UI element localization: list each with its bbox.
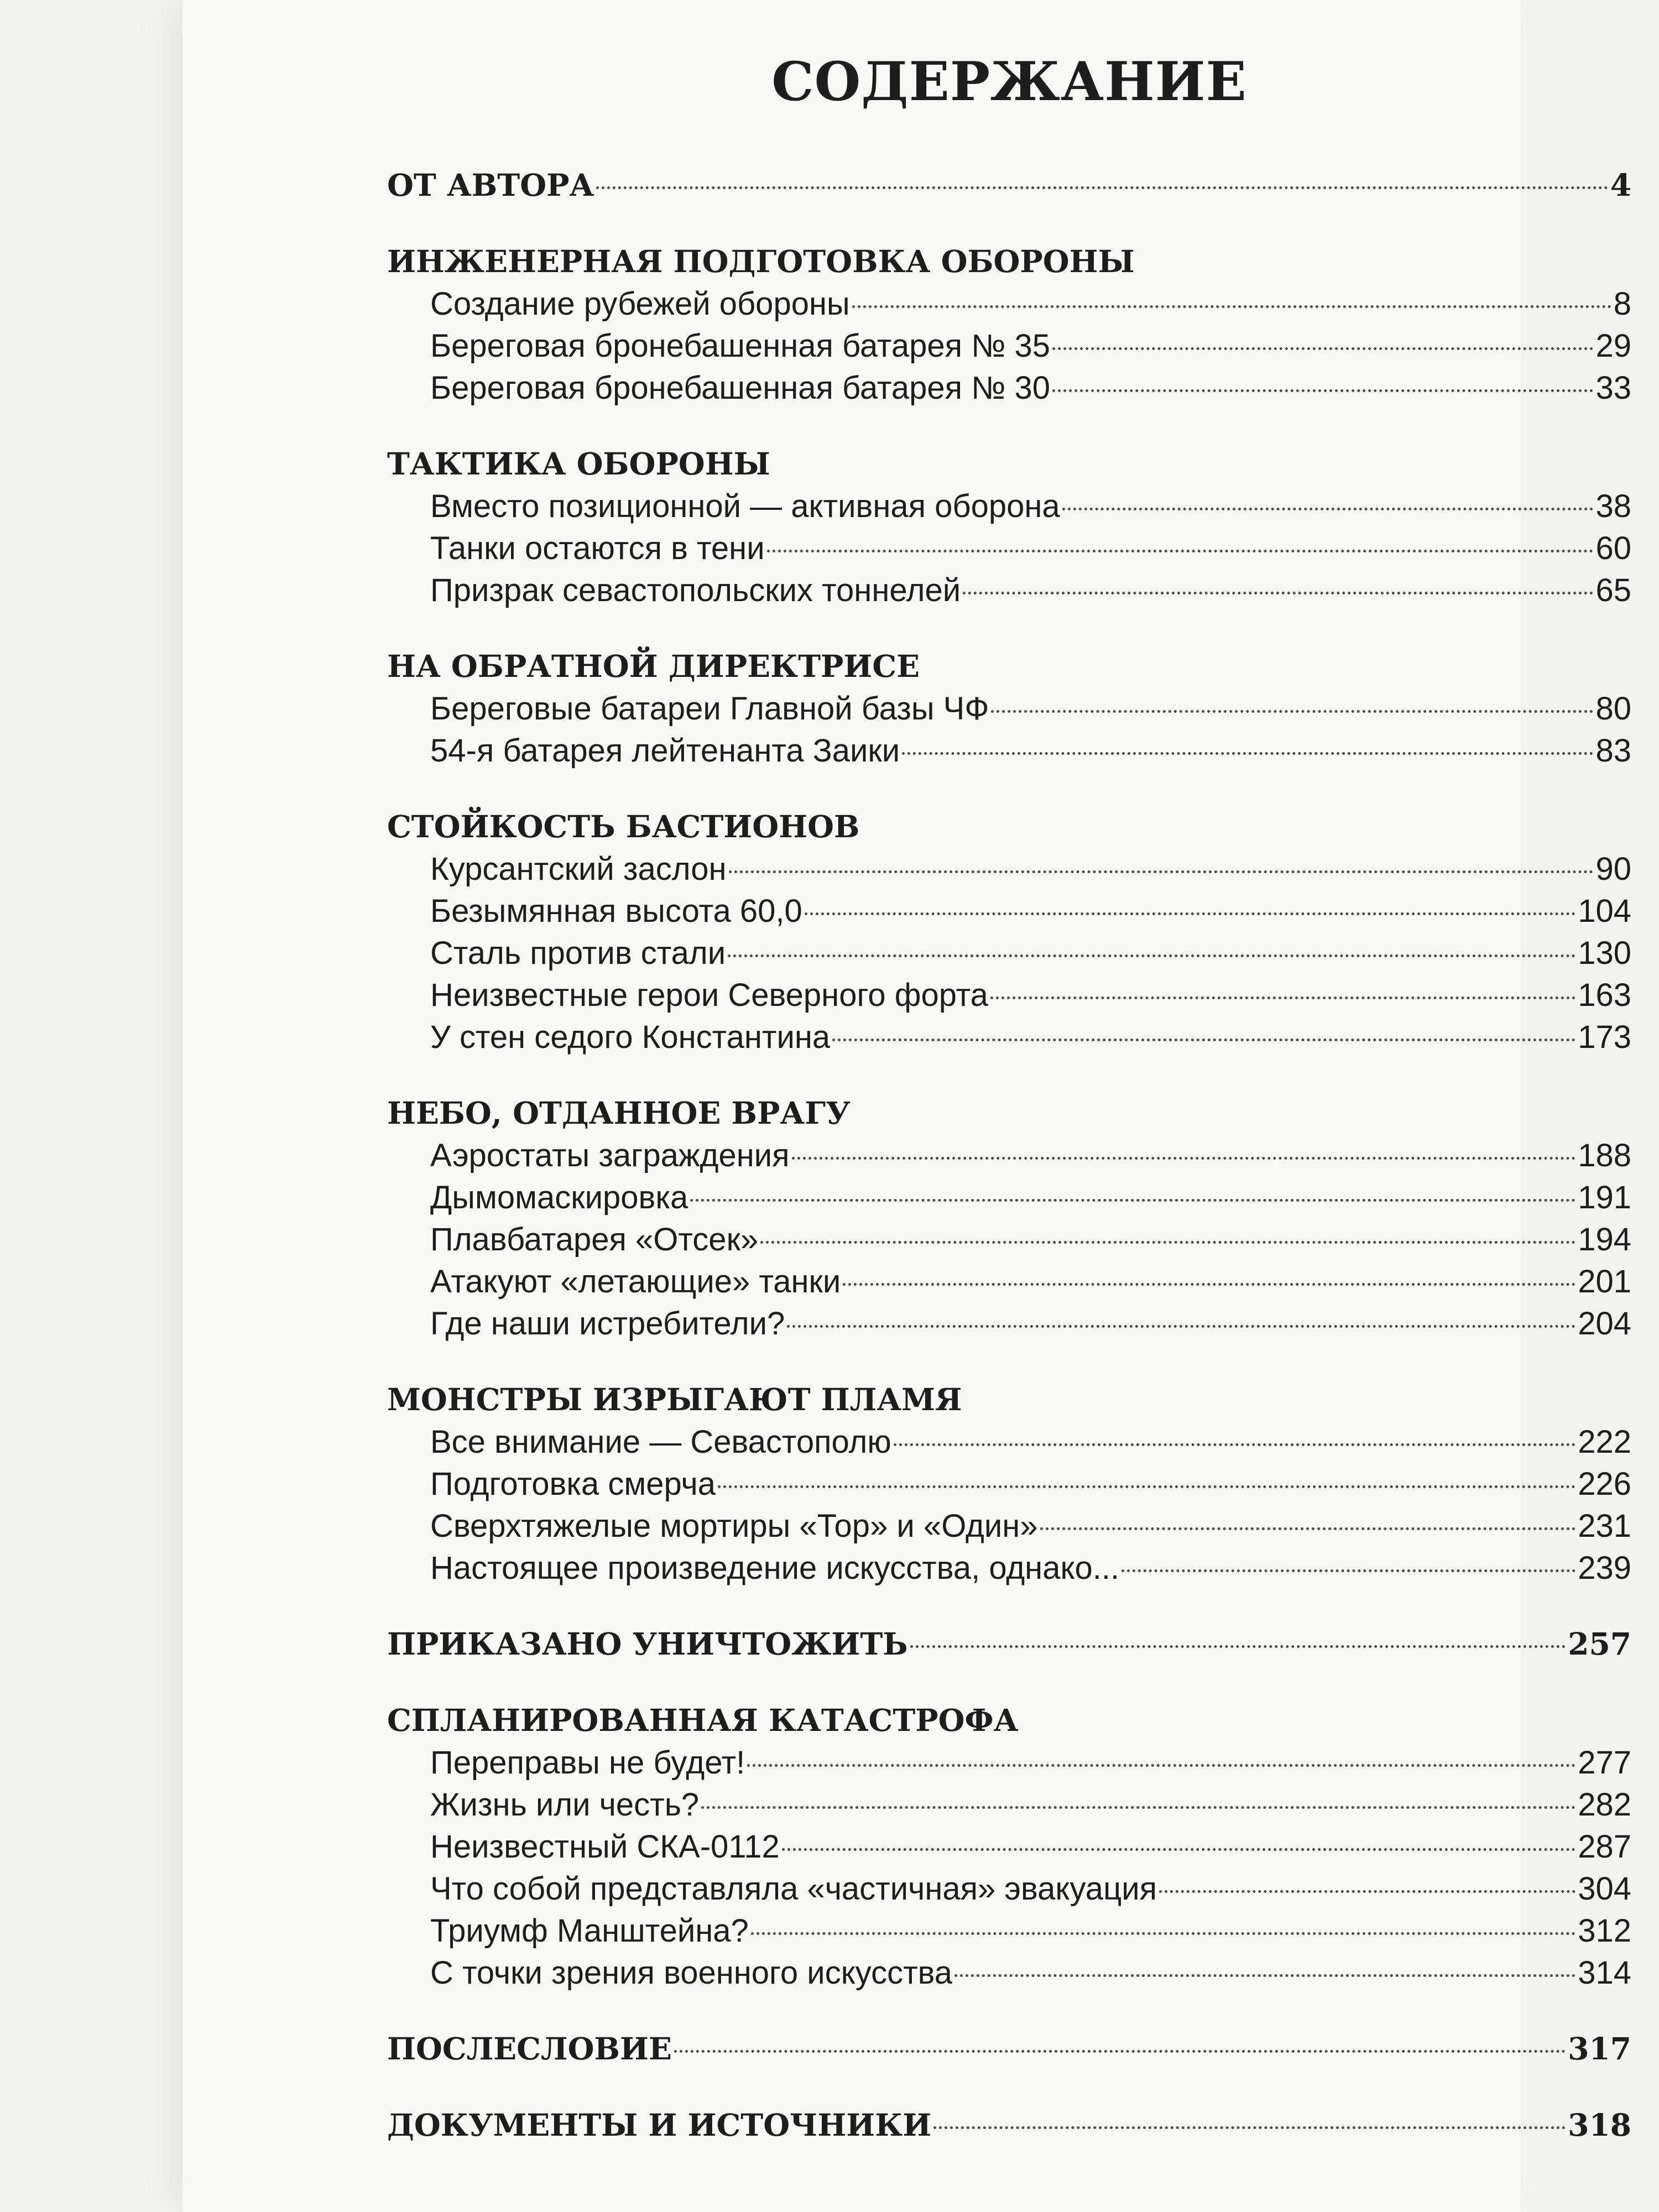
dot-leader	[1159, 1890, 1575, 1893]
entry-label: Безымянная высота 60,0	[430, 893, 802, 929]
dot-leader	[954, 1974, 1575, 1977]
toc-entry	[387, 528, 1631, 570]
entry-page-number: 173	[1578, 1019, 1631, 1055]
toc-section	[387, 2104, 1631, 2147]
entry-page-number: 194	[1578, 1221, 1631, 1258]
dot-leader	[832, 1039, 1575, 1041]
entry-label: Что собой представляла «частичная» эвакуация	[430, 1870, 1157, 1907]
entry-page-number: 38	[1595, 488, 1631, 524]
section-page-number: 4	[1610, 166, 1631, 203]
toc-entry	[387, 1910, 1631, 1952]
toc-entry	[387, 974, 1631, 1016]
entry-label: Где наши истребители?	[430, 1305, 785, 1342]
entry-label: Дымомаскировка	[430, 1179, 688, 1215]
dot-leader	[902, 752, 1593, 755]
entry-label: Все внимание — Севастополю	[430, 1423, 891, 1460]
toc-entry	[387, 325, 1631, 367]
entry-page-number: 33	[1595, 369, 1631, 406]
entry-label: С точки зрения военного искусства	[430, 1954, 953, 1991]
section-heading	[387, 1623, 1631, 1666]
toc-entry	[387, 1505, 1631, 1547]
section-page-number: 317	[1568, 2030, 1631, 2067]
toc-section	[387, 1623, 1631, 1666]
entry-label: Плавбатарея «Отсек»	[430, 1221, 759, 1258]
section-heading	[387, 442, 1631, 486]
toc-entry	[387, 1303, 1631, 1345]
entry-label: Призрак севастопольских тоннелей	[430, 572, 961, 608]
toc-sections	[387, 164, 1631, 2147]
entry-page-number: 231	[1578, 1507, 1631, 1544]
toc-entry	[387, 1219, 1631, 1261]
toc-entry	[387, 367, 1631, 409]
section-heading-label: СТОЙКОСТЬ БАСТИОНОВ	[387, 808, 860, 844]
toc-entry	[387, 1177, 1631, 1219]
section-heading	[387, 645, 1631, 688]
toc-entry	[387, 932, 1631, 974]
entry-page-number: 304	[1578, 1870, 1631, 1907]
entry-label: Береговые батареи Главной базы ЧФ	[430, 690, 989, 727]
entry-page-number: 130	[1578, 935, 1631, 971]
toc-entry	[387, 1463, 1631, 1505]
book-page	[182, 0, 1631, 2212]
section-heading	[387, 1378, 1631, 1421]
entry-label: Береговая бронебашенная батарея № 30	[430, 369, 1050, 406]
toc-section	[387, 1092, 1631, 1345]
entry-page-number: 312	[1578, 1912, 1631, 1949]
toc-entry	[387, 486, 1631, 528]
entry-label: У стен седого Константина	[430, 1019, 831, 1055]
entry-label: Береговая бронебашенная батарея № 35	[430, 327, 1050, 364]
section-heading	[387, 164, 1631, 207]
entry-label: Жизнь или честь?	[430, 1786, 700, 1823]
page-title: СОДЕРЖАНИЕ	[771, 50, 1247, 113]
dot-leader	[1121, 1569, 1575, 1572]
section-heading-label: НА ОБРАТНОЙ ДИРЕКТРИСЕ	[387, 648, 920, 684]
section-heading-label: ПОСЛЕСЛОВИЕ	[387, 2030, 672, 2067]
entry-page-number: 163	[1578, 977, 1631, 1013]
dot-leader	[990, 997, 1575, 999]
entry-label: Подготовка смерча	[430, 1465, 716, 1502]
dot-leader	[1040, 1527, 1576, 1530]
entry-label: Сталь против стали	[430, 935, 726, 971]
table-of-contents	[387, 50, 1631, 2180]
toc-entry	[387, 1547, 1631, 1589]
section-heading	[387, 240, 1631, 283]
entry-label: Настоящее произведение искусства, однако...	[430, 1550, 1120, 1586]
section-heading-label: МОНСТРЫ ИЗРЫГАЮТ ПЛАМЯ	[387, 1381, 962, 1417]
entry-label: Курсантский заслон	[430, 851, 727, 887]
toc-section	[387, 645, 1631, 772]
entry-page-number: 204	[1578, 1305, 1631, 1342]
toc-entry	[387, 570, 1631, 612]
entry-label: Переправы не будет!	[430, 1744, 745, 1781]
dot-leader	[729, 870, 1594, 873]
dot-leader	[933, 2126, 1566, 2129]
section-page-number: 257	[1568, 1625, 1631, 1662]
toc-entry	[387, 1868, 1631, 1910]
entry-label: Неизвестный СКА-0112	[430, 1828, 780, 1865]
section-heading	[387, 805, 1631, 848]
entry-page-number: 201	[1578, 1263, 1631, 1300]
entry-page-number: 282	[1578, 1786, 1631, 1823]
dot-leader	[792, 1157, 1576, 1160]
section-heading-label: ДОКУМЕНТЫ И ИСТОЧНИКИ	[387, 2106, 932, 2143]
section-heading-label: ОТ АВТОРА	[387, 166, 594, 203]
entry-page-number: 239	[1578, 1550, 1631, 1586]
entry-label: Аэростаты заграждения	[430, 1137, 790, 1173]
entry-page-number: 226	[1578, 1465, 1631, 1502]
entry-page-number: 80	[1595, 690, 1631, 727]
dot-leader	[782, 1848, 1575, 1851]
entry-page-number: 90	[1595, 851, 1631, 887]
toc-section	[387, 2027, 1631, 2070]
toc-entry	[387, 1135, 1631, 1177]
dot-leader	[701, 1806, 1575, 1809]
section-heading-label: ТАКТИКА ОБОРОНЫ	[387, 445, 770, 482]
entry-page-number: 188	[1578, 1137, 1631, 1173]
toc-section	[387, 240, 1631, 409]
entry-page-number: 191	[1578, 1179, 1631, 1215]
dot-leader	[1052, 347, 1594, 350]
dot-leader	[760, 1241, 1575, 1244]
toc-entry	[387, 1261, 1631, 1303]
entry-page-number: 83	[1595, 732, 1631, 769]
dot-leader	[596, 186, 1608, 189]
entry-page-number: 314	[1578, 1954, 1631, 1991]
entry-page-number: 29	[1595, 327, 1631, 364]
section-heading	[387, 2027, 1631, 2070]
entry-label: Создание рубежей обороны	[430, 285, 850, 322]
dot-leader	[963, 592, 1593, 594]
section-heading-label: ИНЖЕНЕРНАЯ ПОДГОТОВКА ОБОРОНЫ	[387, 243, 1135, 279]
toc-section	[387, 805, 1631, 1058]
toc-entry	[387, 730, 1631, 772]
dot-leader	[747, 1764, 1575, 1767]
dot-leader	[767, 550, 1594, 552]
entry-label: 54-я батарея лейтенанта Заики	[430, 732, 900, 769]
toc-entry	[387, 1952, 1631, 1994]
section-heading	[387, 1092, 1631, 1135]
entry-page-number: 222	[1578, 1423, 1631, 1460]
section-heading	[387, 2104, 1631, 2147]
toc-entry	[387, 1742, 1631, 1784]
entry-page-number: 277	[1578, 1744, 1631, 1781]
dot-leader	[805, 912, 1575, 915]
entry-page-number: 65	[1595, 572, 1631, 608]
toc-entry	[387, 283, 1631, 325]
toc-section	[387, 164, 1631, 207]
entry-label: Атакуют «летающие» танки	[430, 1263, 841, 1300]
dot-leader	[718, 1485, 1575, 1488]
toc-entry	[387, 1826, 1631, 1868]
entry-page-number: 287	[1578, 1828, 1631, 1865]
entry-label: Триумф Манштейна?	[430, 1912, 749, 1949]
section-heading-label: СПЛАНИРОВАННАЯ КАТАСТРОФА	[387, 1702, 1019, 1738]
toc-entry	[387, 688, 1631, 730]
dot-leader	[991, 710, 1593, 713]
section-heading	[387, 1699, 1631, 1742]
section-heading-label: НЕБО, ОТДАННОЕ ВРАГУ	[387, 1094, 851, 1131]
toc-entry	[387, 848, 1631, 890]
dot-leader	[1052, 389, 1594, 392]
entry-page-number: 104	[1578, 893, 1631, 929]
dot-leader	[751, 1932, 1575, 1935]
dot-leader	[728, 954, 1575, 957]
section-heading-label: ПРИКАЗАНО УНИЧТОЖИТЬ	[387, 1625, 908, 1662]
toc-entry	[387, 1016, 1631, 1058]
entry-label: Танки остаются в тени	[430, 530, 765, 566]
entry-label: Неизвестные герои Северного форта	[430, 977, 988, 1013]
toc-section	[387, 442, 1631, 612]
dot-leader	[1062, 508, 1594, 510]
toc-entry	[387, 1421, 1631, 1463]
entry-label: Вместо позиционной — активная оборона	[430, 488, 1060, 524]
section-page-number: 318	[1568, 2106, 1631, 2143]
entry-page-number: 8	[1613, 285, 1631, 322]
toc-section	[387, 1378, 1631, 1589]
dot-leader	[843, 1283, 1575, 1286]
dot-leader	[852, 305, 1611, 308]
toc-entry	[387, 1784, 1631, 1826]
toc-section	[387, 1699, 1631, 1994]
dot-leader	[894, 1443, 1575, 1446]
entry-label: Сверхтяжелые мортиры «Тор» и «Один»	[430, 1507, 1038, 1544]
dot-leader	[674, 2050, 1566, 2053]
dot-leader	[787, 1325, 1575, 1328]
dot-leader	[690, 1199, 1575, 1202]
entry-page-number: 60	[1595, 530, 1631, 566]
dot-leader	[910, 1645, 1566, 1648]
toc-entry	[387, 890, 1631, 932]
